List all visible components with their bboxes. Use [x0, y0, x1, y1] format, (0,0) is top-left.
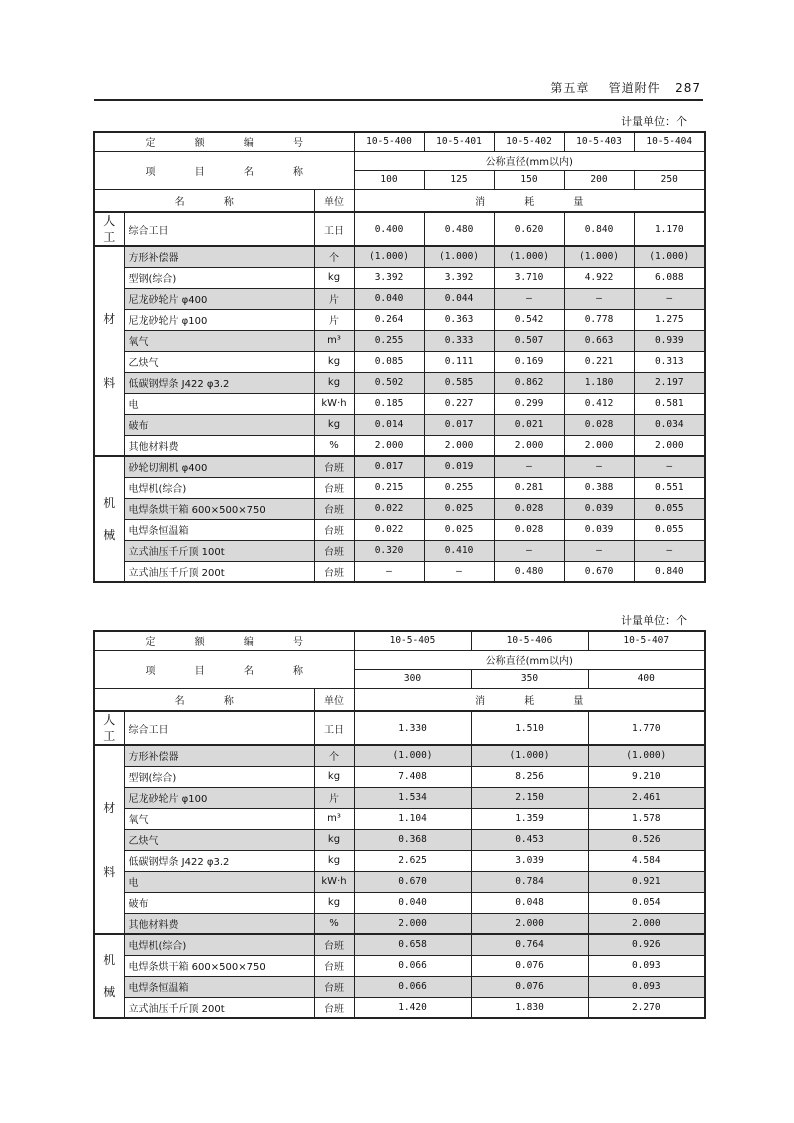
table-row	[94, 787, 705, 808]
consumption-value: (1.000)	[588, 745, 705, 766]
resource-unit: 台班	[314, 456, 354, 477]
resource-unit: 台班	[314, 561, 354, 582]
resource-unit: %	[314, 913, 354, 934]
consumption-value: 8.256	[471, 766, 588, 787]
table-row	[94, 309, 705, 330]
table-row	[94, 976, 705, 997]
name-column-header: 名 称	[94, 189, 314, 212]
consumption-value: 2.000	[564, 435, 634, 456]
table-row	[94, 808, 705, 829]
consumption-value: 0.581	[634, 393, 705, 414]
resource-name: 电焊条烘干箱 600×500×750	[124, 955, 314, 976]
consumption-value: (1.000)	[471, 745, 588, 766]
column-header-row	[94, 189, 705, 212]
diameter-value: 150	[494, 170, 564, 189]
table-row	[94, 267, 705, 288]
resource-name: 立式油压千斤顶 200t	[124, 997, 314, 1018]
consumption-value: 0.185	[354, 393, 424, 414]
resource-name: 型钢(综合)	[124, 766, 314, 787]
dn-header: 公称直径(mm以内)	[354, 151, 705, 170]
unit-column-header: 单位	[314, 688, 354, 711]
consumption-value: 0.044	[424, 288, 494, 309]
resource-name: 电焊条恒温箱	[124, 976, 314, 997]
consumption-value: 0.014	[354, 414, 424, 435]
table-row	[94, 351, 705, 372]
consumption-value: 0.862	[494, 372, 564, 393]
resource-unit: kg	[314, 766, 354, 787]
consumption-value: (1.000)	[494, 246, 564, 267]
diameter-value: 250	[634, 170, 705, 189]
consumption-value: 7.408	[354, 766, 471, 787]
consumption-value: 0.663	[564, 330, 634, 351]
consumption-value: 0.093	[588, 976, 705, 997]
resource-name: 立式油压千斤顶 200t	[124, 561, 314, 582]
consumption-value: 1.275	[634, 309, 705, 330]
consumption-value: 0.333	[424, 330, 494, 351]
consumption-value: —	[494, 288, 564, 309]
code-row	[94, 631, 705, 650]
resource-name: 方形补偿器	[124, 246, 314, 267]
consumption-value: 0.453	[471, 829, 588, 850]
table-row	[94, 372, 705, 393]
consumption-value: 3.392	[424, 267, 494, 288]
table-row	[94, 435, 705, 456]
resource-name: 电焊条烘干箱 600×500×750	[124, 498, 314, 519]
section-label: 管道附件	[608, 81, 661, 95]
machine-category: 机 械	[94, 934, 124, 1018]
consumption-header: 消 耗 量	[354, 189, 705, 212]
consumption-value: 0.658	[354, 934, 471, 955]
resource-name: 电	[124, 871, 314, 892]
consumption-value: —	[634, 540, 705, 561]
resource-unit: kg	[314, 267, 354, 288]
consumption-value: 2.000	[588, 913, 705, 934]
consumption-value: —	[634, 288, 705, 309]
resource-name: 低碳钢焊条 J422 φ3.2	[124, 850, 314, 871]
table-row	[94, 498, 705, 519]
consumption-value: 0.939	[634, 330, 705, 351]
quota-table-2	[93, 630, 706, 1019]
table-row	[94, 955, 705, 976]
resource-unit: 片	[314, 787, 354, 808]
table-row	[94, 330, 705, 351]
resource-unit: kg	[314, 850, 354, 871]
table-row	[94, 997, 705, 1018]
resource-name: 方形补偿器	[124, 745, 314, 766]
consumption-value: 0.764	[471, 934, 588, 955]
resource-unit: 工日	[314, 711, 354, 745]
quota-code: 10-5-404	[634, 132, 705, 151]
quota-code: 10-5-407	[588, 631, 705, 650]
table-row	[94, 540, 705, 561]
consumption-value: —	[494, 456, 564, 477]
resource-name: 低碳钢焊条 J422 φ3.2	[124, 372, 314, 393]
quota-code-label: 定 额 编 号	[94, 132, 354, 151]
consumption-value: (1.000)	[354, 246, 424, 267]
consumption-value: 0.921	[588, 871, 705, 892]
resource-unit: 台班	[314, 976, 354, 997]
running-header	[550, 79, 701, 96]
consumption-value: —	[424, 561, 494, 582]
resource-unit: 台班	[314, 519, 354, 540]
consumption-value: 0.017	[354, 456, 424, 477]
code-row	[94, 132, 705, 151]
table-row	[94, 871, 705, 892]
resource-unit: kg	[314, 829, 354, 850]
resource-unit: 台班	[314, 540, 354, 561]
consumption-value: 4.922	[564, 267, 634, 288]
consumption-value: 0.221	[564, 351, 634, 372]
resource-unit: 台班	[314, 934, 354, 955]
consumption-value: 1.830	[471, 997, 588, 1018]
consumption-value: 1.578	[588, 808, 705, 829]
consumption-value: 0.169	[494, 351, 564, 372]
resource-unit: 片	[314, 309, 354, 330]
table-row	[94, 561, 705, 582]
consumption-value: 0.215	[354, 477, 424, 498]
consumption-value: 0.066	[354, 976, 471, 997]
quota-code: 10-5-405	[354, 631, 471, 650]
consumption-value: 0.281	[494, 477, 564, 498]
resource-name: 乙炔气	[124, 351, 314, 372]
consumption-value: 0.028	[494, 519, 564, 540]
quota-code: 10-5-401	[424, 132, 494, 151]
consumption-value: 0.542	[494, 309, 564, 330]
resource-name: 尼龙砂轮片 φ100	[124, 309, 314, 330]
consumption-value: (1.000)	[354, 745, 471, 766]
resource-unit: 台班	[314, 477, 354, 498]
consumption-value: 0.039	[564, 519, 634, 540]
consumption-value: 0.039	[564, 498, 634, 519]
table-row	[94, 745, 705, 766]
consumption-value: 0.255	[354, 330, 424, 351]
consumption-value: 0.034	[634, 414, 705, 435]
consumption-value: 0.021	[494, 414, 564, 435]
diameter-value: 100	[354, 170, 424, 189]
consumption-value: 0.264	[354, 309, 424, 330]
consumption-value: 0.017	[424, 414, 494, 435]
material-category: 材 料	[94, 745, 124, 934]
resource-unit: kg	[314, 892, 354, 913]
resource-unit: 台班	[314, 498, 354, 519]
consumption-value: 0.048	[471, 892, 588, 913]
consumption-value: 2.000	[424, 435, 494, 456]
resource-name: 电焊条恒温箱	[124, 519, 314, 540]
page-header	[94, 77, 703, 101]
consumption-value: 0.025	[424, 519, 494, 540]
consumption-value: 0.025	[424, 498, 494, 519]
unit-note-1: 计量单位：个	[621, 115, 687, 128]
consumption-value: 0.400	[354, 212, 424, 246]
consumption-value: 2.000	[354, 913, 471, 934]
labor-category: 人 工	[94, 711, 124, 745]
consumption-value: 1.330	[354, 711, 471, 745]
resource-unit: m³	[314, 330, 354, 351]
resource-unit: kg	[314, 414, 354, 435]
unit-note-2: 计量单位：个	[621, 614, 687, 627]
dn-header: 公称直径(mm以内)	[354, 650, 705, 669]
resource-name: 尼龙砂轮片 φ400	[124, 288, 314, 309]
consumption-value: 3.039	[471, 850, 588, 871]
table-row	[94, 850, 705, 871]
table-row	[94, 829, 705, 850]
consumption-value: 2.270	[588, 997, 705, 1018]
resource-unit: 个	[314, 246, 354, 267]
table-row	[94, 456, 705, 477]
consumption-value: 0.028	[494, 498, 564, 519]
consumption-value: 0.507	[494, 330, 564, 351]
resource-unit: 片	[314, 288, 354, 309]
consumption-value: 0.255	[424, 477, 494, 498]
consumption-value: 0.040	[354, 288, 424, 309]
consumption-value: 3.392	[354, 267, 424, 288]
consumption-value: 0.320	[354, 540, 424, 561]
consumption-value: (1.000)	[564, 246, 634, 267]
consumption-value: 0.111	[424, 351, 494, 372]
table-row	[94, 246, 705, 267]
consumption-value: 0.022	[354, 519, 424, 540]
resource-name: 其他材料费	[124, 913, 314, 934]
consumption-header: 消 耗 量	[354, 688, 705, 711]
resource-name: 氧气	[124, 330, 314, 351]
consumption-value: 0.363	[424, 309, 494, 330]
consumption-value: 2.197	[634, 372, 705, 393]
consumption-value: 9.210	[588, 766, 705, 787]
consumption-value: 0.368	[354, 829, 471, 850]
table-row	[94, 477, 705, 498]
resource-unit: 台班	[314, 955, 354, 976]
consumption-value: —	[564, 288, 634, 309]
resource-unit: kW·h	[314, 871, 354, 892]
consumption-value: —	[634, 456, 705, 477]
consumption-value: 0.076	[471, 955, 588, 976]
consumption-value: 0.227	[424, 393, 494, 414]
resource-name: 电焊机(综合)	[124, 477, 314, 498]
consumption-value: (1.000)	[634, 246, 705, 267]
consumption-value: 1.104	[354, 808, 471, 829]
diameter-value: 200	[564, 170, 634, 189]
consumption-value: 1.170	[634, 212, 705, 246]
consumption-value: 0.066	[354, 955, 471, 976]
resource-name: 氧气	[124, 808, 314, 829]
resource-name: 尼龙砂轮片 φ100	[124, 787, 314, 808]
resource-unit: kg	[314, 351, 354, 372]
name-column-header: 名 称	[94, 688, 314, 711]
consumption-value: 0.480	[494, 561, 564, 582]
resource-name: 电焊机(综合)	[124, 934, 314, 955]
diameter-value: 300	[354, 669, 471, 688]
resource-unit: 台班	[314, 997, 354, 1018]
resource-name: 综合工日	[124, 711, 314, 745]
quota-code: 10-5-406	[471, 631, 588, 650]
consumption-value: 0.551	[634, 477, 705, 498]
consumption-value: (1.000)	[424, 246, 494, 267]
consumption-value: —	[564, 540, 634, 561]
labor-category: 人 工	[94, 212, 124, 246]
resource-name: 电	[124, 393, 314, 414]
resource-name: 综合工日	[124, 212, 314, 246]
machine-category: 机 械	[94, 456, 124, 582]
unit-column-header: 单位	[314, 189, 354, 212]
consumption-value: —	[494, 540, 564, 561]
table-row	[94, 414, 705, 435]
consumption-value: 0.055	[634, 519, 705, 540]
consumption-value: 0.926	[588, 934, 705, 955]
table-row	[94, 711, 705, 745]
consumption-value: 0.585	[424, 372, 494, 393]
resource-name: 破布	[124, 892, 314, 913]
resource-name: 乙炔气	[124, 829, 314, 850]
table-row	[94, 212, 705, 246]
consumption-value: 1.359	[471, 808, 588, 829]
resource-name: 其他材料费	[124, 435, 314, 456]
column-header-row	[94, 688, 705, 711]
item-name-label: 项 目 名 称	[94, 650, 354, 688]
consumption-value: 0.480	[424, 212, 494, 246]
resource-unit: kW·h	[314, 393, 354, 414]
item-name-label: 项 目 名 称	[94, 151, 354, 189]
table-row	[94, 766, 705, 787]
consumption-value: 0.028	[564, 414, 634, 435]
consumption-value: 0.784	[471, 871, 588, 892]
table-row	[94, 288, 705, 309]
consumption-value: —	[564, 456, 634, 477]
resource-unit: 工日	[314, 212, 354, 246]
consumption-value: 1.770	[588, 711, 705, 745]
quota-code: 10-5-400	[354, 132, 424, 151]
resource-name: 破布	[124, 414, 314, 435]
consumption-value: 2.000	[354, 435, 424, 456]
resource-name: 型钢(综合)	[124, 267, 314, 288]
consumption-value: 0.670	[564, 561, 634, 582]
consumption-value: 0.022	[354, 498, 424, 519]
page-number: 287	[675, 81, 701, 95]
consumption-value: 0.840	[634, 561, 705, 582]
consumption-value: —	[354, 561, 424, 582]
table-row	[94, 892, 705, 913]
resource-unit: m³	[314, 808, 354, 829]
table-row	[94, 934, 705, 955]
consumption-value: 0.019	[424, 456, 494, 477]
table-row	[94, 393, 705, 414]
consumption-value: 0.085	[354, 351, 424, 372]
table-row	[94, 519, 705, 540]
consumption-value: 2.461	[588, 787, 705, 808]
consumption-value: 0.093	[588, 955, 705, 976]
consumption-value: 0.410	[424, 540, 494, 561]
consumption-value: 0.526	[588, 829, 705, 850]
consumption-value: 1.180	[564, 372, 634, 393]
diameter-value: 400	[588, 669, 705, 688]
consumption-value: 3.710	[494, 267, 564, 288]
consumption-value: 6.088	[634, 267, 705, 288]
consumption-value: 0.388	[564, 477, 634, 498]
consumption-value: 0.502	[354, 372, 424, 393]
quota-table-1	[93, 131, 706, 583]
consumption-value: 2.625	[354, 850, 471, 871]
material-category: 材 料	[94, 246, 124, 456]
quota-code: 10-5-402	[494, 132, 564, 151]
consumption-value: 0.412	[564, 393, 634, 414]
consumption-value: 1.510	[471, 711, 588, 745]
table-row	[94, 913, 705, 934]
resource-name: 立式油压千斤顶 100t	[124, 540, 314, 561]
consumption-value: 0.055	[634, 498, 705, 519]
consumption-value: 0.040	[354, 892, 471, 913]
diameter-value: 350	[471, 669, 588, 688]
consumption-value: 0.670	[354, 871, 471, 892]
consumption-value: 0.840	[564, 212, 634, 246]
consumption-value: 0.778	[564, 309, 634, 330]
chapter-label: 第五章	[550, 81, 590, 95]
consumption-value: 2.150	[471, 787, 588, 808]
consumption-value: 0.620	[494, 212, 564, 246]
quota-code-label: 定 额 编 号	[94, 631, 354, 650]
consumption-value: 4.584	[588, 850, 705, 871]
consumption-value: 2.000	[494, 435, 564, 456]
resource-unit: 个	[314, 745, 354, 766]
quota-code: 10-5-403	[564, 132, 634, 151]
consumption-value: 0.313	[634, 351, 705, 372]
consumption-value: 0.299	[494, 393, 564, 414]
consumption-value: 2.000	[634, 435, 705, 456]
dn-header-row	[94, 650, 705, 669]
diameter-value: 125	[424, 170, 494, 189]
resource-unit: %	[314, 435, 354, 456]
consumption-value: 0.076	[471, 976, 588, 997]
consumption-value: 1.534	[354, 787, 471, 808]
dn-header-row	[94, 151, 705, 170]
consumption-value: 2.000	[471, 913, 588, 934]
resource-name: 砂轮切割机 φ400	[124, 456, 314, 477]
resource-unit: kg	[314, 372, 354, 393]
consumption-value: 0.054	[588, 892, 705, 913]
consumption-value: 1.420	[354, 997, 471, 1018]
